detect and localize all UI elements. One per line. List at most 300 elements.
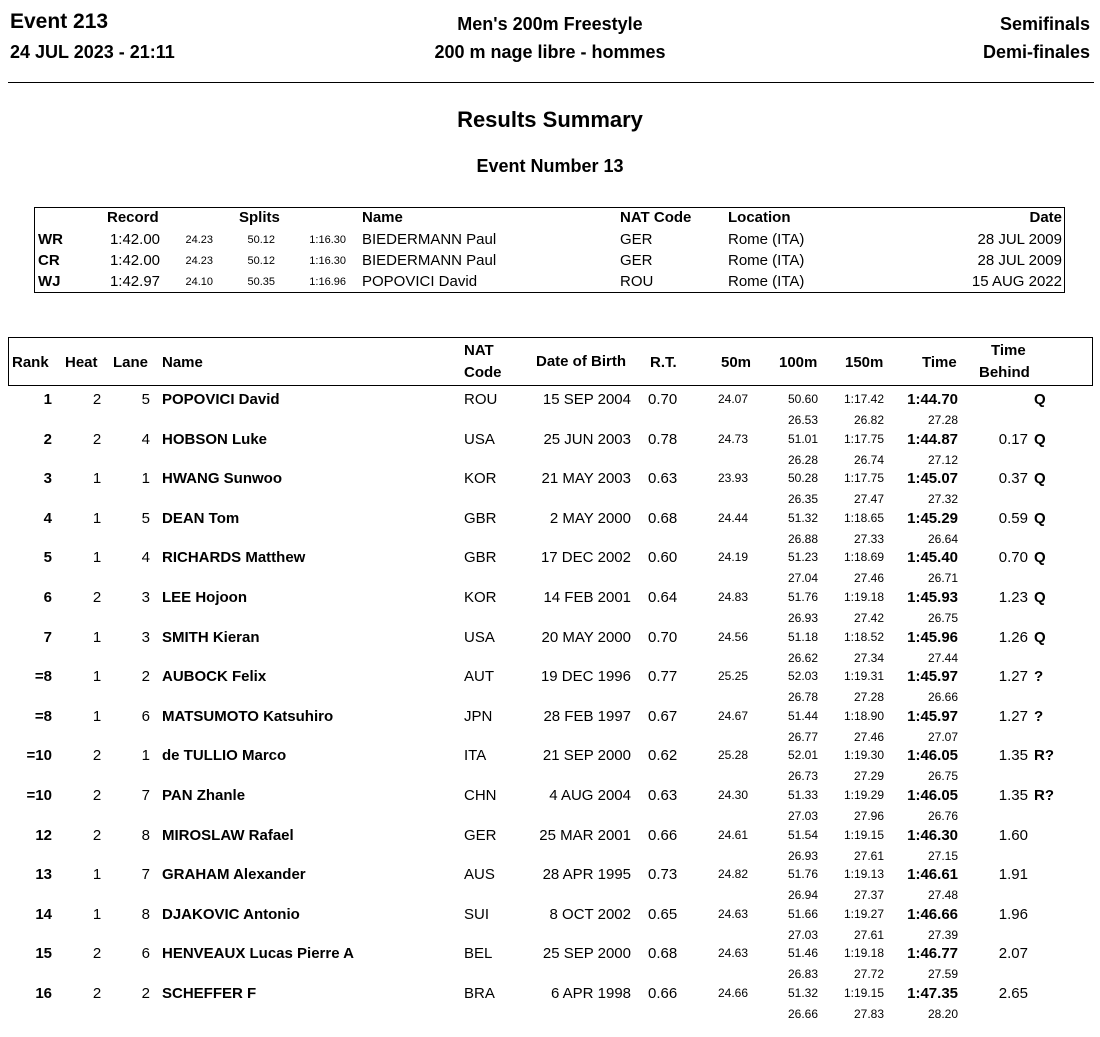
result-dob: 15 SEP 2004: [542, 391, 631, 408]
record-nat: ROU: [620, 273, 654, 290]
record-split-150: 1:16.30: [309, 234, 346, 246]
result-final-time: 1:45.97: [907, 707, 958, 725]
result-split-100m: 51.32: [787, 986, 818, 1000]
result-rank: 2: [43, 430, 52, 448]
result-split-150m: 1:18.69: [843, 550, 884, 565]
result-time-behind: 1.26: [998, 628, 1028, 646]
result-reaction-time: 0.66: [648, 826, 678, 844]
result-split-50m: 24.63: [717, 906, 748, 921]
result-name: DJAKOVIC Antonio: [162, 905, 300, 923]
col-dob: Date of Birth: [536, 353, 626, 370]
result-lap-150m: 27.42: [853, 611, 884, 625]
result-dob: 6 APR 1998: [550, 985, 631, 1002]
result-final-time: 1:46.77: [907, 945, 958, 963]
result-reaction-time: 0.68: [648, 509, 678, 527]
result-final-time: 1:45.93: [907, 589, 958, 606]
result-rank: 3: [43, 470, 52, 488]
result-split-100m: 51.76: [787, 867, 818, 882]
result-split-50m: 23.93: [717, 471, 748, 486]
result-lap-100m: 26.93: [787, 848, 818, 863]
result-lane: 7: [141, 787, 150, 804]
result-lap-150m: 27.28: [853, 690, 884, 705]
result-lap-100m: 27.03: [787, 927, 818, 942]
result-final-time: 1:46.66: [907, 905, 958, 923]
result-lane: 5: [141, 509, 150, 527]
result-qualification: Q: [1034, 589, 1046, 606]
result-lap-150m: 26.82: [853, 413, 884, 427]
result-split-50m: 24.63: [717, 946, 748, 961]
record-date: 28 JUL 2009: [977, 231, 1062, 248]
result-reaction-time: 0.67: [648, 707, 678, 725]
result-lap-200m: 27.59: [927, 967, 958, 982]
result-final-time: 1:46.61: [907, 866, 958, 884]
result-final-time: 1:47.35: [907, 985, 958, 1002]
result-lap-200m: 27.32: [927, 492, 958, 507]
result-reaction-time: 0.60: [648, 549, 678, 567]
result-lane: 6: [141, 945, 150, 963]
col-100m: 100m: [779, 354, 818, 371]
result-reaction-time: 0.78: [648, 430, 678, 448]
result-name: LEE Hojoon: [162, 589, 247, 606]
result-heat: 1: [92, 509, 102, 527]
result-dob: 14 FEB 2001: [543, 589, 631, 606]
result-heat: 2: [92, 787, 102, 804]
result-heat: 2: [92, 985, 102, 1002]
event-number: Event Number 13: [476, 156, 624, 176]
result-lap-100m: 26.83: [787, 967, 818, 982]
record-split-150: 1:16.96: [309, 276, 346, 288]
result-dob: 25 MAR 2001: [539, 826, 631, 844]
result-split-50m: 24.07: [717, 392, 748, 406]
record-date: 15 AUG 2022: [971, 273, 1062, 290]
result-reaction-time: 0.66: [648, 985, 678, 1002]
result-heat: 2: [92, 945, 102, 963]
result-lap-150m: 27.61: [853, 927, 884, 942]
result-time-behind: 0.17: [998, 430, 1028, 448]
result-split-50m: 24.67: [717, 708, 748, 723]
result-rank: 1: [43, 391, 52, 408]
result-rank: 16: [35, 985, 52, 1002]
result-name: MATSUMOTO Katsuhiro: [162, 707, 334, 725]
result-qualification: Q: [1034, 430, 1046, 448]
result-time-behind: 0.59: [998, 509, 1028, 527]
result-lap-150m: 27.96: [853, 809, 884, 823]
records-header-name: Name: [362, 209, 403, 226]
result-lap-200m: 26.75: [927, 769, 958, 784]
result-split-150m: 1:19.13: [843, 867, 884, 882]
result-split-50m: 24.44: [717, 510, 748, 525]
result-lap-200m: 27.44: [927, 650, 958, 665]
result-nat: KOR: [464, 470, 497, 488]
result-lap-150m: 27.29: [853, 769, 884, 784]
result-split-50m: 24.82: [717, 867, 748, 882]
result-reaction-time: 0.63: [648, 470, 678, 488]
result-final-time: 1:45.29: [907, 509, 958, 527]
record-split-50: 24.23: [185, 255, 213, 267]
records-header-nat: NAT Code: [620, 209, 692, 226]
result-name: de TULLIO Marco: [162, 747, 287, 765]
result-name: HENVEAUX Lucas Pierre A: [162, 945, 355, 963]
result-lap-100m: 26.35: [787, 492, 818, 507]
result-lane: 4: [141, 549, 150, 567]
result-lane: 3: [141, 628, 150, 646]
result-split-50m: 24.61: [717, 827, 748, 842]
col-150m: 150m: [845, 354, 884, 371]
result-lap-150m: 27.46: [853, 571, 884, 586]
result-lap-200m: 26.71: [927, 571, 958, 586]
result-lane: 7: [141, 866, 150, 884]
result-split-50m: 25.28: [717, 748, 748, 763]
result-name: AUBOCK Felix: [162, 668, 267, 686]
result-reaction-time: 0.70: [648, 628, 678, 646]
result-name: PAN Zhanle: [162, 787, 246, 804]
result-name: RICHARDS Matthew: [162, 549, 306, 567]
result-lap-150m: 26.74: [853, 452, 884, 467]
result-split-100m: 51.23: [787, 550, 818, 565]
result-heat: 2: [92, 391, 102, 408]
result-split-150m: 1:18.90: [843, 708, 884, 723]
result-lane: 3: [141, 589, 150, 606]
result-name: SCHEFFER F: [162, 985, 257, 1002]
result-qualification: ?: [1034, 707, 1044, 725]
result-split-100m: 52.03: [787, 669, 818, 684]
result-lane: 6: [141, 707, 150, 725]
col-rt: R.T.: [650, 354, 677, 371]
result-rank: =8: [34, 668, 52, 686]
result-reaction-time: 0.77: [648, 668, 678, 686]
result-heat: 1: [92, 549, 102, 567]
result-time-behind: 1.91: [998, 866, 1028, 884]
result-qualification: R?: [1034, 747, 1054, 765]
result-rank: =10: [26, 787, 52, 804]
col-heat: Heat: [65, 354, 98, 371]
result-lap-200m: 27.12: [927, 452, 958, 467]
records-header-record: Record: [107, 209, 159, 226]
result-lane: 4: [141, 430, 150, 448]
result-split-150m: 1:19.18: [843, 590, 884, 604]
event-label: Event 213: [10, 10, 109, 33]
result-heat: 2: [92, 747, 102, 765]
result-qualification: Q: [1034, 509, 1046, 527]
result-lap-200m: 27.07: [927, 729, 958, 744]
result-qualification: Q: [1034, 628, 1046, 646]
result-rank: 15: [35, 945, 52, 963]
result-final-time: 1:45.97: [907, 668, 958, 686]
result-dob: 25 JUN 2003: [543, 430, 631, 448]
result-reaction-time: 0.63: [648, 787, 678, 804]
result-rank: 12: [35, 826, 52, 844]
result-lap-100m: 27.03: [787, 809, 818, 823]
record-time: 1:42.00: [109, 252, 160, 269]
result-rank: 6: [43, 589, 52, 606]
result-nat: SUI: [464, 905, 490, 923]
result-time-behind: 1.60: [998, 826, 1028, 844]
result-heat: 2: [92, 589, 102, 606]
result-nat: ITA: [464, 747, 487, 765]
result-rank: =10: [26, 747, 52, 765]
record-split-100: 50.12: [247, 255, 275, 267]
result-heat: 1: [92, 707, 102, 725]
result-time-behind: 1.96: [998, 905, 1028, 923]
col-lane: Lane: [113, 354, 149, 371]
result-name: SMITH Kieran: [162, 628, 260, 646]
result-lap-100m: 26.78: [787, 690, 818, 705]
result-nat: ROU: [464, 391, 498, 408]
result-qualification: Q: [1034, 549, 1046, 567]
result-nat: BRA: [464, 985, 495, 1002]
result-split-100m: 51.18: [787, 629, 818, 644]
result-time-behind: 1.27: [998, 668, 1028, 686]
result-time-behind: 0.70: [998, 549, 1028, 567]
result-heat: 2: [92, 826, 102, 844]
round-fr: Demi-finales: [982, 42, 1090, 62]
result-lap-200m: 26.64: [927, 531, 958, 546]
result-final-time: 1:46.05: [907, 747, 958, 765]
col-name: Name: [162, 354, 203, 371]
result-dob: 21 MAY 2003: [541, 470, 631, 488]
result-final-time: 1:45.40: [907, 549, 958, 567]
record-time: 1:42.00: [109, 231, 160, 248]
result-split-50m: 25.25: [717, 669, 748, 684]
result-split-150m: 1:17.75: [843, 471, 884, 486]
result-split-100m: 51.33: [787, 788, 818, 802]
result-heat: 1: [92, 628, 102, 646]
result-qualification: Q: [1034, 391, 1046, 408]
result-dob: 19 DEC 1996: [540, 668, 631, 686]
result-lap-200m: 26.75: [927, 611, 958, 625]
result-lap-200m: 26.66: [927, 690, 958, 705]
records-header-location: Location: [728, 209, 791, 226]
result-nat: AUS: [464, 866, 495, 884]
result-lane: 8: [141, 905, 150, 923]
result-reaction-time: 0.65: [648, 905, 678, 923]
result-rank: =8: [34, 707, 52, 725]
result-nat: JPN: [464, 707, 493, 725]
result-split-150m: 1:19.27: [843, 906, 884, 921]
result-reaction-time: 0.64: [648, 589, 678, 606]
result-split-150m: 1:17.42: [843, 392, 884, 406]
result-nat: GBR: [464, 549, 497, 567]
result-heat: 1: [92, 866, 102, 884]
result-split-100m: 52.01: [787, 748, 818, 763]
result-dob: 28 APR 1995: [542, 866, 631, 884]
result-lap-200m: 26.76: [927, 809, 958, 823]
record-split-50: 24.10: [185, 276, 213, 288]
result-nat: KOR: [464, 589, 497, 606]
col-nat-1: NAT: [464, 342, 494, 359]
result-heat: 2: [92, 430, 102, 448]
result-lap-100m: 26.28: [787, 452, 818, 467]
result-split-100m: 51.01: [787, 431, 818, 446]
result-lane: 1: [141, 747, 150, 765]
result-split-150m: 1:19.29: [843, 788, 884, 802]
result-split-150m: 1:19.15: [843, 986, 884, 1000]
result-lap-100m: 26.66: [787, 1007, 818, 1021]
result-lap-150m: 27.34: [853, 650, 884, 665]
result-lap-150m: 27.83: [853, 1007, 884, 1021]
round-en: Semifinals: [999, 14, 1090, 34]
result-time-behind: 0.37: [998, 470, 1028, 488]
result-heat: 1: [92, 668, 102, 686]
record-type: WR: [38, 231, 63, 248]
result-nat: USA: [464, 430, 495, 448]
result-name: POPOVICI David: [162, 391, 280, 408]
result-rank: 4: [43, 509, 52, 527]
result-dob: 17 DEC 2002: [540, 549, 631, 567]
record-nat: GER: [620, 252, 653, 269]
result-final-time: 1:46.30: [907, 826, 958, 844]
record-location: Rome (ITA): [728, 273, 805, 290]
result-split-100m: 51.46: [787, 946, 818, 961]
result-rank: 7: [43, 628, 52, 646]
result-final-time: 1:44.70: [907, 391, 958, 408]
result-time-behind: 1.35: [998, 787, 1028, 804]
result-lane: 2: [141, 668, 150, 686]
result-split-150m: 1:19.30: [843, 748, 884, 763]
result-split-50m: 24.19: [717, 550, 748, 565]
result-lap-150m: 27.46: [853, 729, 884, 744]
result-lap-100m: 26.77: [787, 729, 818, 744]
result-split-150m: 1:18.52: [843, 629, 884, 644]
result-lane: 2: [141, 985, 150, 1002]
result-lap-150m: 27.33: [853, 531, 884, 546]
result-dob: 20 MAY 2000: [541, 628, 631, 646]
col-time: Time: [922, 354, 957, 371]
result-lap-100m: 26.73: [787, 769, 818, 784]
result-lap-200m: 27.28: [927, 413, 958, 427]
result-rank: 14: [35, 905, 52, 923]
result-dob: 28 FEB 1997: [543, 707, 631, 725]
record-split-100: 50.12: [247, 234, 275, 246]
result-name: HOBSON Luke: [162, 430, 268, 448]
result-reaction-time: 0.73: [648, 866, 678, 884]
result-final-time: 1:44.87: [907, 430, 958, 448]
record-holder: POPOVICI David: [362, 273, 478, 290]
result-time-behind: 1.35: [998, 747, 1028, 765]
result-dob: 4 AUG 2004: [549, 787, 631, 804]
result-split-150m: 1:19.15: [843, 827, 884, 842]
result-lap-200m: 27.48: [927, 888, 958, 903]
result-lane: 8: [141, 826, 150, 844]
event-datetime: 24 JUL 2023 - 21:11: [10, 42, 175, 62]
result-split-100m: 50.60: [787, 392, 818, 406]
result-lap-100m: 27.04: [787, 571, 818, 586]
result-split-100m: 51.66: [787, 906, 818, 921]
result-split-150m: 1:19.18: [843, 946, 884, 961]
result-final-time: 1:45.07: [907, 470, 958, 488]
col-behind-2: Behind: [979, 364, 1030, 381]
result-split-100m: 51.32: [787, 510, 818, 525]
header-divider: [8, 82, 1094, 83]
result-split-50m: 24.56: [717, 629, 748, 644]
col-rank: Rank: [12, 354, 49, 371]
result-lap-100m: 26.94: [787, 888, 818, 903]
result-split-100m: 51.44: [787, 708, 818, 723]
result-final-time: 1:46.05: [907, 787, 958, 804]
result-lap-150m: 27.72: [853, 967, 884, 982]
result-dob: 2 MAY 2000: [549, 509, 631, 527]
records-header-date: Date: [1029, 209, 1062, 226]
result-lane: 5: [141, 391, 150, 408]
result-split-150m: 1:18.65: [843, 510, 884, 525]
result-final-time: 1:45.96: [907, 628, 958, 646]
result-split-150m: 1:17.75: [843, 431, 884, 446]
record-date: 28 JUL 2009: [977, 252, 1062, 269]
result-lap-100m: 26.53: [787, 413, 818, 427]
result-name: DEAN Tom: [162, 509, 240, 527]
result-split-50m: 24.30: [717, 788, 748, 802]
record-split-150: 1:16.30: [309, 255, 346, 267]
result-lap-200m: 27.39: [927, 927, 958, 942]
result-split-100m: 51.76: [787, 590, 818, 604]
result-reaction-time: 0.70: [648, 391, 678, 408]
result-lap-200m: 27.15: [927, 848, 958, 863]
record-holder: BIEDERMANN Paul: [362, 252, 497, 269]
event-title-en: Men's 200m Freestyle: [457, 14, 643, 34]
result-heat: 1: [92, 470, 102, 488]
result-split-100m: 50.28: [787, 471, 818, 486]
record-time: 1:42.97: [109, 273, 160, 290]
result-nat: CHN: [464, 787, 497, 804]
result-nat: AUT: [464, 668, 494, 686]
result-lap-100m: 26.93: [787, 611, 818, 625]
result-name: MIROSLAW Rafael: [162, 826, 294, 844]
result-lap-100m: 26.88: [787, 531, 818, 546]
result-heat: 1: [92, 905, 102, 923]
summary-title: Results Summary: [457, 107, 643, 132]
result-dob: 21 SEP 2000: [542, 747, 631, 765]
record-split-50: 24.23: [185, 234, 213, 246]
result-split-50m: 24.73: [717, 431, 748, 446]
result-nat: GBR: [464, 509, 497, 527]
event-title-fr: 200 m nage libre - hommes: [434, 42, 666, 62]
col-behind-1: Time: [991, 342, 1026, 359]
result-qualification: R?: [1034, 787, 1054, 804]
result-name: HWANG Sunwoo: [162, 470, 282, 488]
result-time-behind: 1.27: [998, 707, 1028, 725]
result-split-100m: 51.54: [787, 827, 818, 842]
col-nat-2: Code: [464, 364, 502, 381]
result-qualification: ?: [1034, 668, 1044, 686]
result-lap-150m: 27.47: [853, 492, 884, 507]
result-lap-150m: 27.37: [853, 888, 884, 903]
result-time-behind: 1.23: [998, 589, 1028, 606]
record-nat: GER: [620, 231, 653, 248]
col-50m: 50m: [721, 354, 752, 371]
result-reaction-time: 0.62: [648, 747, 678, 765]
result-dob: 25 SEP 2000: [542, 945, 631, 963]
record-type: CR: [38, 252, 60, 269]
result-split-50m: 24.83: [717, 590, 748, 604]
record-holder: BIEDERMANN Paul: [362, 231, 497, 248]
record-split-100: 50.35: [247, 276, 275, 288]
result-dob: 8 OCT 2002: [549, 905, 631, 923]
result-time-behind: 2.07: [998, 945, 1028, 963]
result-nat: BEL: [464, 945, 493, 963]
result-split-50m: 24.66: [717, 986, 748, 1000]
result-lap-100m: 26.62: [787, 650, 818, 665]
result-reaction-time: 0.68: [648, 945, 678, 963]
record-location: Rome (ITA): [728, 252, 805, 269]
record-location: Rome (ITA): [728, 231, 805, 248]
result-nat: GER: [464, 826, 497, 844]
records-header-splits: Splits: [239, 209, 280, 226]
result-rank: 13: [35, 866, 52, 884]
result-name: GRAHAM Alexander: [162, 866, 306, 884]
result-lap-200m: 28.20: [927, 1007, 958, 1021]
result-split-150m: 1:19.31: [843, 669, 884, 684]
record-type: WJ: [38, 273, 61, 290]
